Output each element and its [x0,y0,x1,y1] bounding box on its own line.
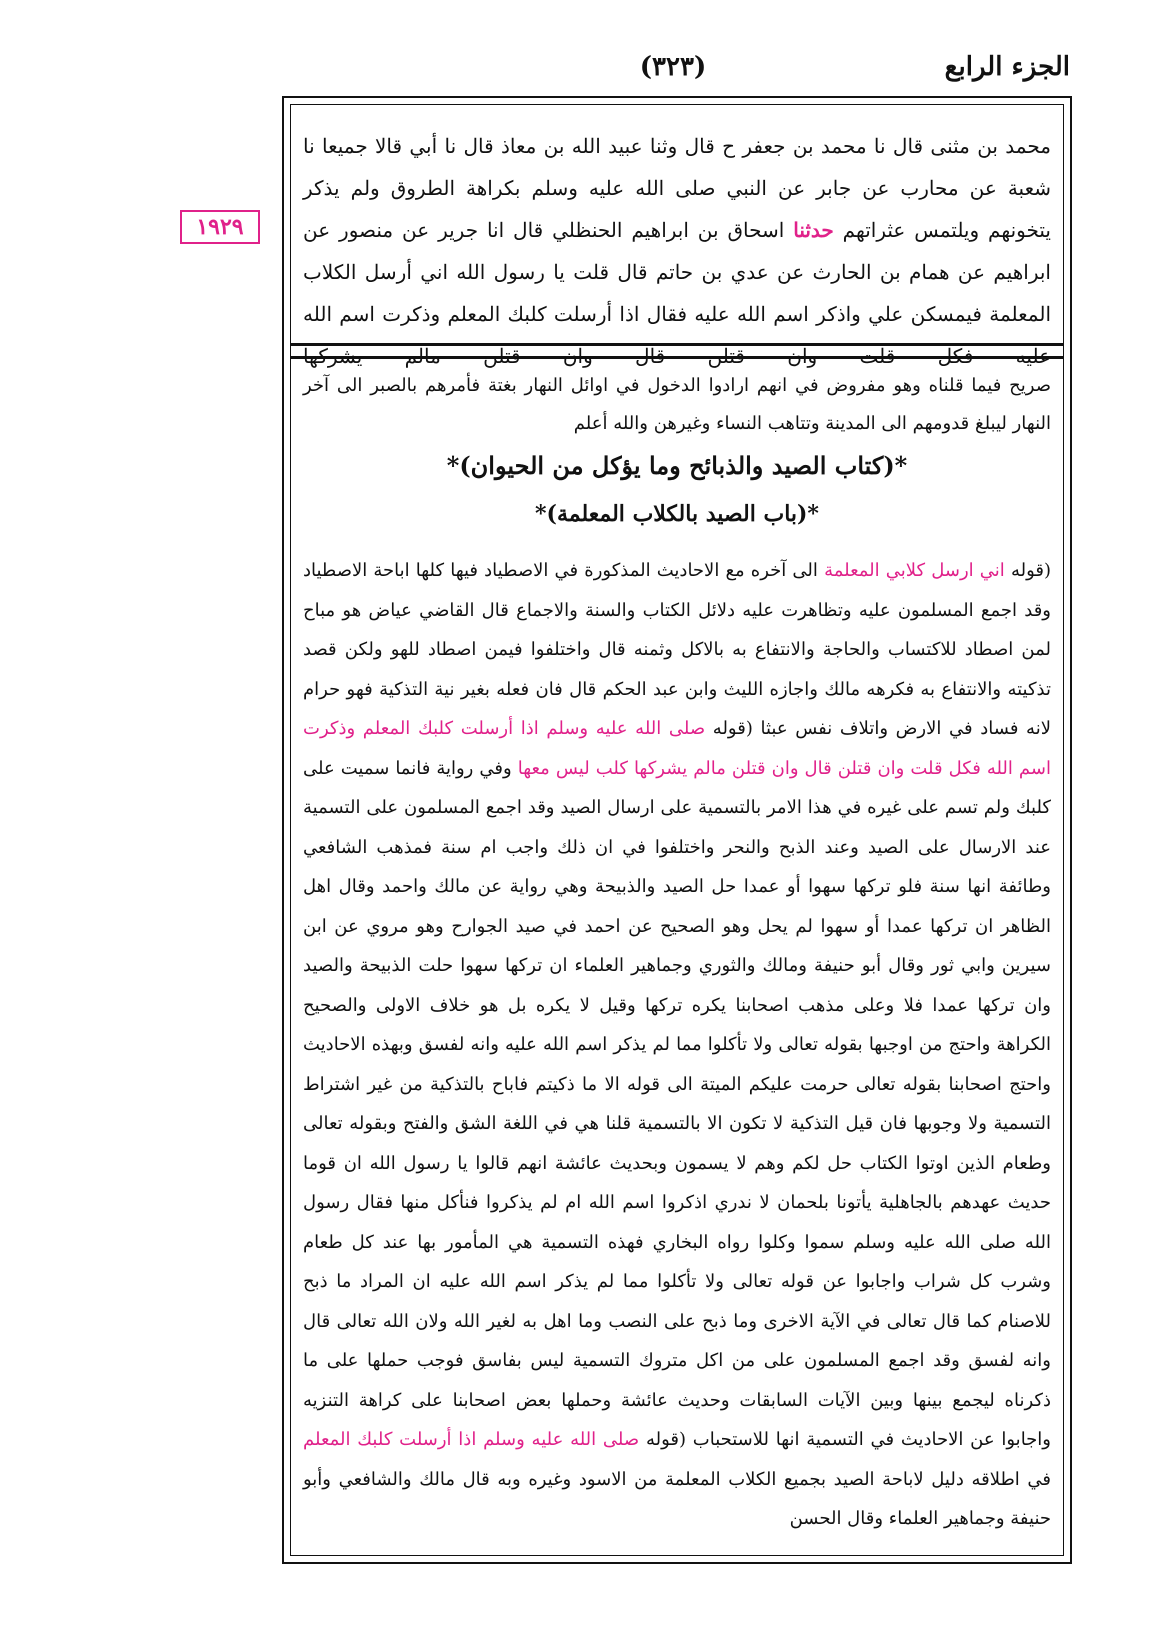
commentary-text-2: وفي رواية فانما سميت على كلبك ولم تسم على غيره في هذا الامر بالتسمية على ارسال الصيد وقد اجمع المسلمون على التسمية عند الارسال على الصيد وعند الذبح والنحر واختلفوا في ان ذلك واجب ام سنة فمذهب الشافعي وطائفة انها سنة فلو تركها سهوا أو عمدا حل الصيد والذبيحة وهي رواية عن مالك واحمد وقال اهل الظاهر ان تركها عمدا أو سهوا لم يحل وهو الصحيح عن احمد في صيد الجوارح وهو مروي عن ابن سيرين وابي ثور وقال أبو حنيفة ومالك والثوري وجماهير العلماء ان تركها سهوا حلت الذبيحة والصيد وان تركها عمدا فلا وعلى مذهب اصحابنا يكره تركها وقيل لا يكره بل هو خلاف الاولى والصحيح الكراهة واحتج من اوجبها بقوله تعالى ولا تأكلوا مما لم يذكر اسم الله عليه وانه لفسق وبهذه الاحاديث واحتج اصحابنا بقوله تعالى حرمت عليكم الميتة الى قوله الا ما ذكيتم فاباح بالتذكية من غير اشتراط التسمية ولا وجوبها فان قيل التذكية لا تكون الا بالتسمية قلنا هي في اللغة الشق والفتح وبقوله تعالى وطعام الذين اوتوا الكتاب حل لكم وهم لا يسمون وبحديث عائشة انهم قالوا يا رسول الله ان قوما حديث عهدهم بالجاهلية يأتونا بلحمان لا ندري اذكروا اسم الله ام لم يذكروا فنأكل منها فقال رسول الله صلى الله عليه وسلم سموا وكلوا رواه البخاري فهذه التسمية هي المأمور بها عند كل طعام وشرب كل شراب واجابوا عن قوله تعالى ولا تأكلوا مما لم يذكر اسم الله عليه ان المراد ما ذبح للاصنام كما قال تعالى في الآية الاخرى وما ذبح على النصب وما اهل به لغير الله ولان الله تعالى قال وانه لفسق وقد اجمع المسلمون على من اكل متروك التسمية ليس بفاسق فوجب حملها على ما ذكرناه ليجمع بينها وبين الآيات السابقات وحديث عائشة وحملها بعض اصحابنا على كراهة التنزيه واجابوا عن الاحاديث في التسمية انها للاستحباب [303,757,1051,1450]
commentary-quote-3: صلى الله عليه وسلم اذا أرسلت كلبك المعلم [303,1429,640,1450]
commentary-open-1: (قوله [1010,560,1051,581]
chapter-title: *(باب الصيد بالكلاب المعلمة)* [535,501,819,527]
commentary-body [303,551,1051,1551]
hadith-chain-two: اسحاق بن ابراهيم الحنظلي قال انا جرير عن منصور عن ابراهيم عن همام بن الحارث عن عدي بن حاتم قال قلت يا رسول الله اني أرسل الكلاب المعلمة فيمسكن علي واذكر اسم الله عليه فقال اذا أرسلت كلبك المعلم وذكرت اسم الله عليه فكل قلت وان قتلن قال وان قتلن مالم يشركها [303,218,1051,368]
page-frame-inner [290,104,1064,1556]
commentary-open-2: (قوله [712,718,753,739]
page-header [285,50,1070,96]
commentary-quote-1: اني ارسل كلابي المعلمة [824,560,1005,581]
commentary-quote-2: صلى الله عليه وسلم اذا أرسلت كلبك المعلم وذكرت اسم الله فكل قلت وان قتلن قال وان قتلن مالم يشركها كلب ليس معها [303,718,1051,779]
commentary-text-3: في اطلاقه دليل لاباحة الصيد بجميع الكلاب المعلمة من الاسود وغيره وبه قال مالك والشافعي وأبو حنيفة وجماهير العلماء وقال الحسن [303,1468,1051,1529]
page-frame [282,96,1072,1564]
haddathana-marker: حدثنا [793,218,834,242]
hadith-number-badge: ١٩٢٩ [180,210,260,244]
book-title: *(كتاب الصيد والذبائح وما يؤكل من الحيوان)* [446,451,908,480]
section-divider [291,343,1063,359]
commentary-open-3: (قوله [645,1429,686,1450]
hadith-chain-one: محمد بن مثنى قال نا محمد بن جعفر ح قال وثنا عبيد الله بن معاذ قال نا أبي قالا جميعا نا شعبة عن محارب عن جابر عن النبي صلى الله عليه وسلم بكراهة الطروق ولم يذكر يتخونهم ويلتمس عثراتهم [303,134,1051,242]
hadith-text-block [303,125,1051,368]
volume-label: الجزء الرابع [944,52,1070,82]
commentary-intro: صريح فيما قلناه وهو مفروض في انهم ارادوا الدخول في اوائل النهار بغتة فأمرهم بالصبر الى آخر النهار ليبلغ قدومهم الى المدينة وتتاهب النساء وغيرهن والله أعلم [303,375,1051,434]
page-number: (٣٢٣) [639,52,707,82]
commentary-text-1: الى آخره مع الاحاديث المذكورة في الاصطياد فيها كلها اباحة الاصطياد وقد اجمع المسلمون عليه وتظاهرت عليه دلائل الكتاب والسنة والاجماع قال القاضي عياض هو مباح لمن اصطاد للاكتساب والحاجة والانتفاع به بالاكل وثمنه قال واختلفوا فيمن اصطاد للهو ولكن قصد تذكيته والانتفاع به فكرهه مالك واجازه الليث وابن عبد الحكم قال فان فعله بغير نية التذكية فهو حرام لانه فساد في الارض واتلاف نفس عبثا [303,560,1051,739]
